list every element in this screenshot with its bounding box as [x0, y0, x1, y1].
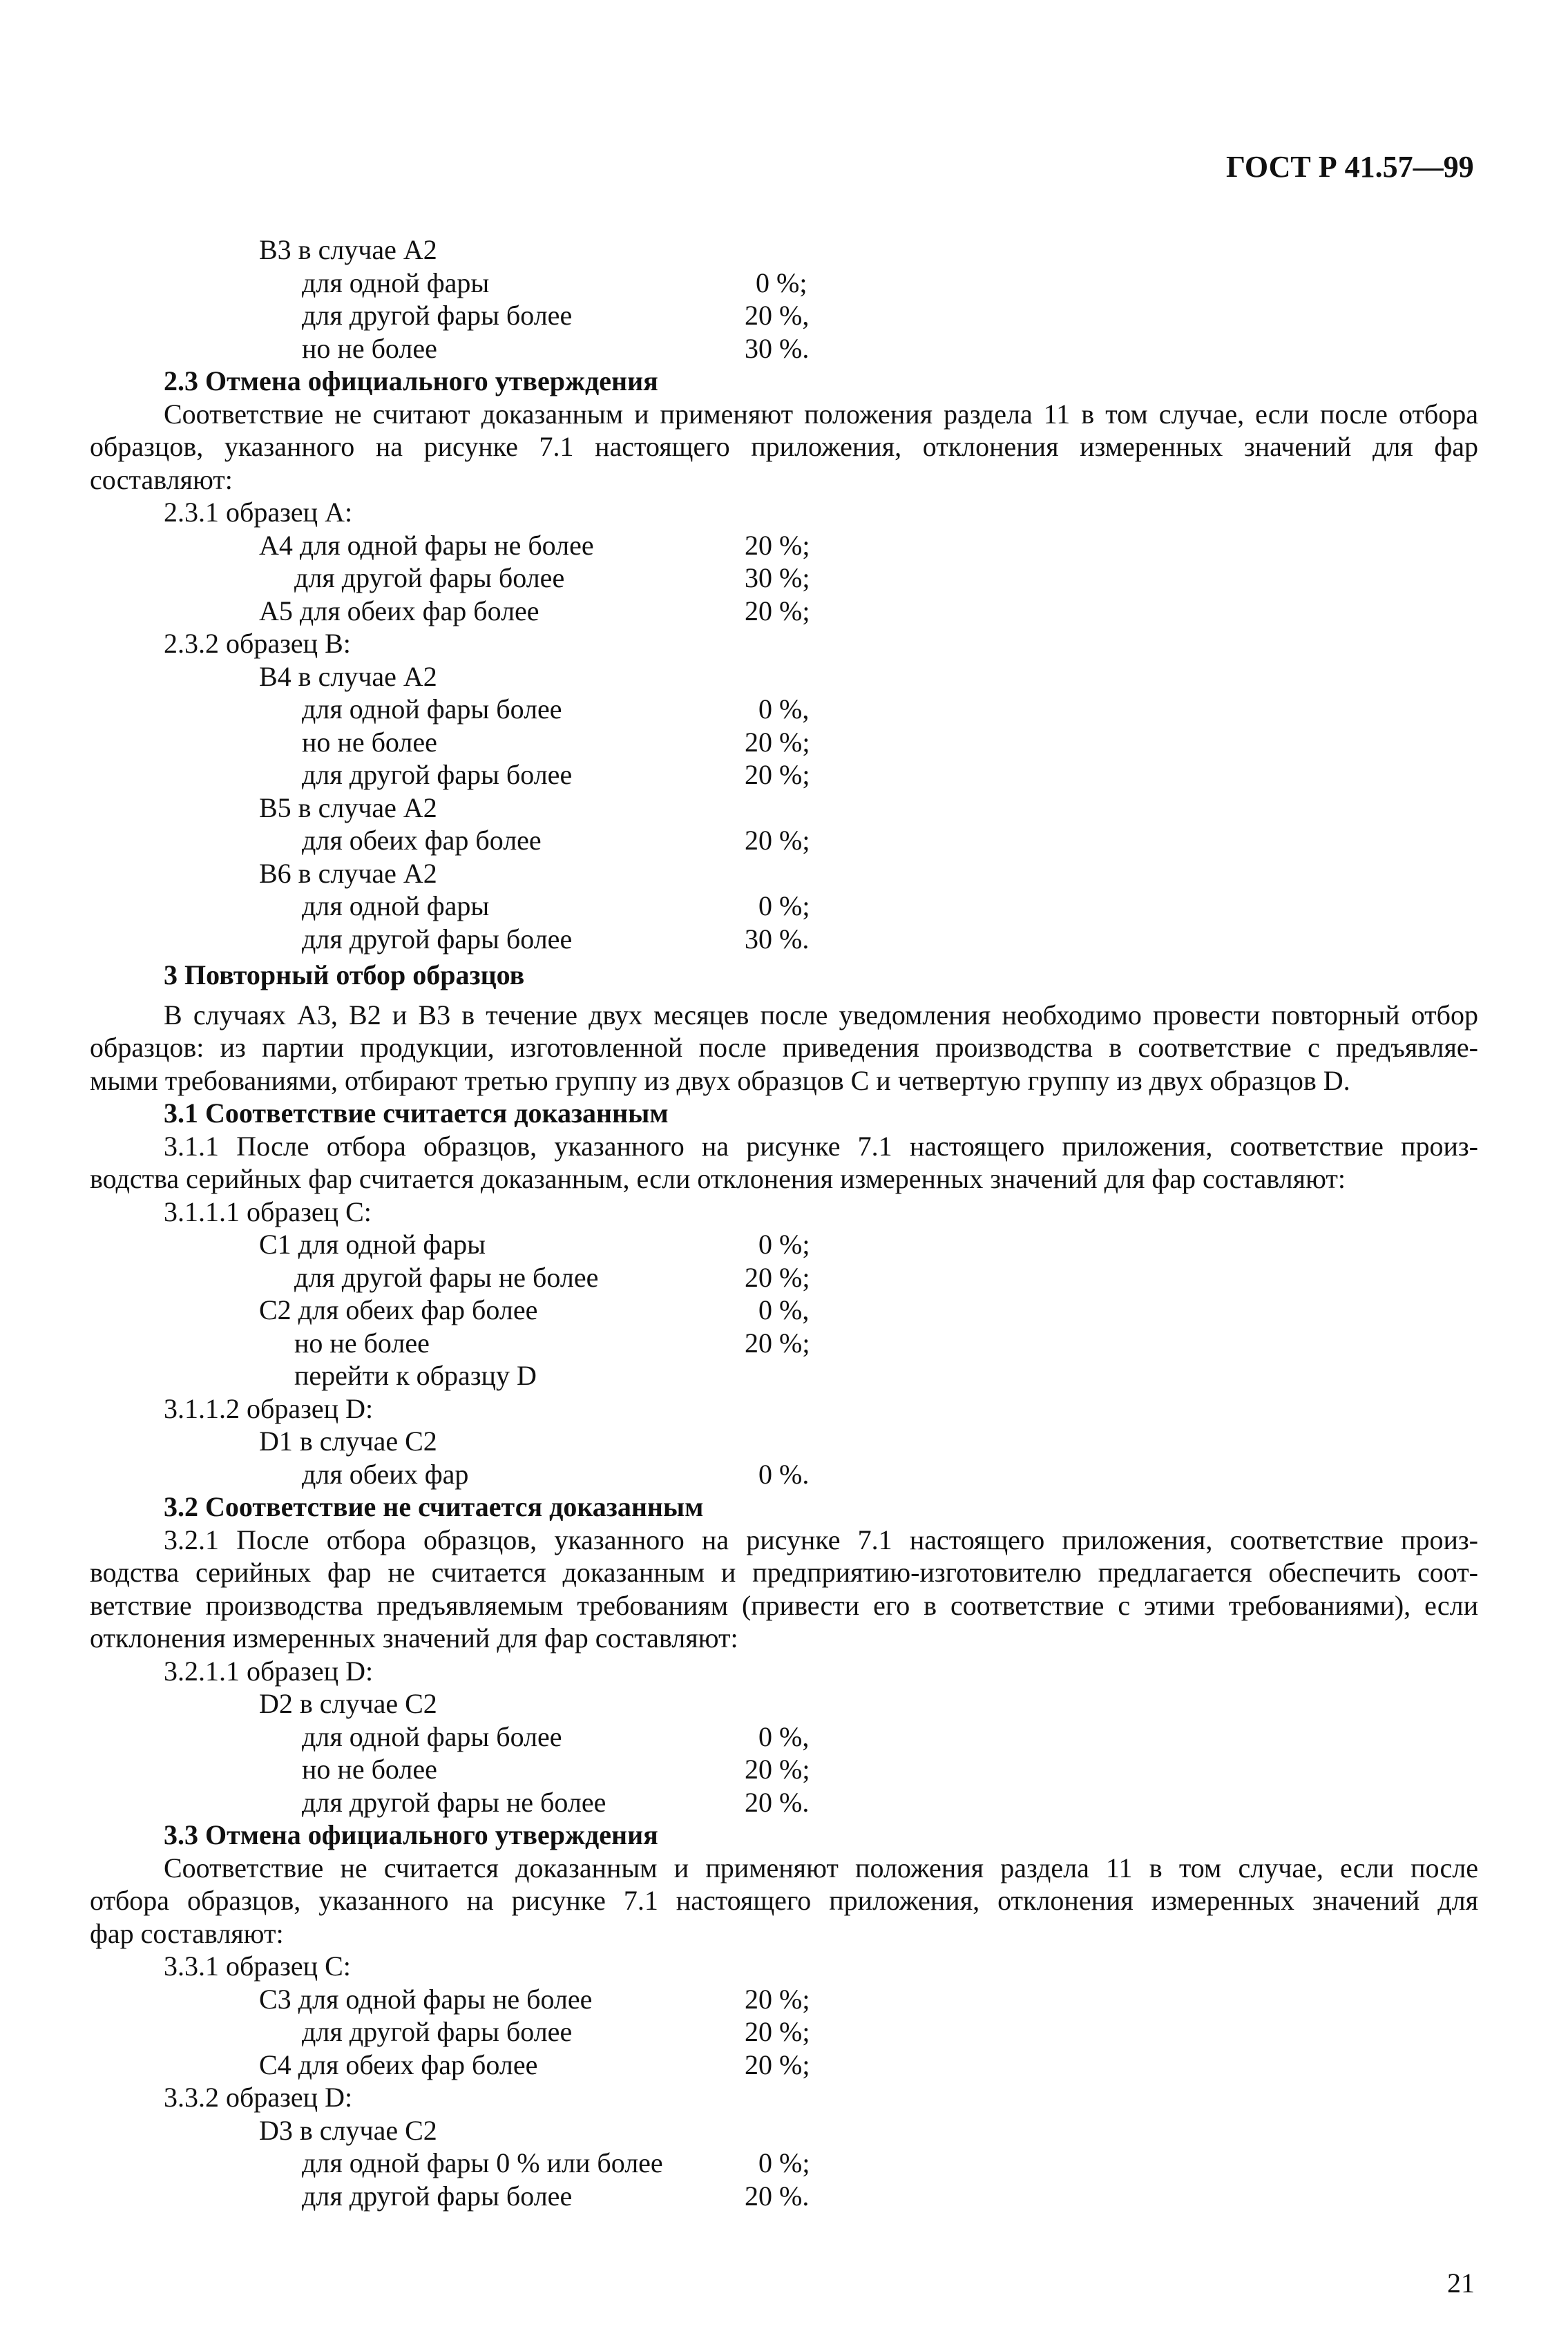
- case-b4-title: В4 в случае А2: [259, 661, 437, 692]
- subsection-3-2-1-1: 3.2.1.1 образец D:: [164, 1656, 374, 1687]
- row-label: А5 для обеих фар более: [259, 595, 539, 626]
- row-value: 30 %.: [745, 333, 810, 364]
- row-label: для одной фары более: [302, 1721, 562, 1752]
- row-value: 20 %;: [745, 759, 810, 790]
- row-label: для другой фары более: [302, 2180, 573, 2212]
- row-label: для другой фары более: [302, 923, 573, 955]
- row-label: но не более: [294, 1327, 430, 1359]
- section-heading-3: 3 Повторный отбор образцов: [164, 959, 525, 990]
- row-value: 20 %;: [745, 1754, 810, 1785]
- row-value: 20 %;: [745, 530, 810, 561]
- row-value: 0 %,: [758, 693, 810, 725]
- case-d3-title: D3 в случае С2: [259, 2115, 437, 2146]
- row-value: 20 %;: [745, 2016, 810, 2047]
- paragraph-line: В случаях А3, В2 и В3 в течение двух месяцев после уведомления необходимо провести повторный отбор: [164, 999, 1478, 1030]
- row-label: но не более: [302, 1754, 437, 1785]
- row-value: 20 %;: [745, 595, 810, 626]
- paragraph-line: водства серийных фар считается доказанным, если отклонения измеренных значений для фар составляют:: [90, 1163, 1346, 1194]
- row-label: для другой фары не более: [302, 1787, 606, 1818]
- section-heading-3-1: 3.1 Соответствие считается доказанным: [164, 1097, 669, 1129]
- row-value: 20 %;: [745, 2049, 810, 2080]
- row-label: С4 для обеих фар более: [259, 2049, 538, 2080]
- row-value: 0 %,: [758, 1721, 810, 1752]
- row-label: для обеих фар: [302, 1459, 469, 1490]
- paragraph-line: Соответствие не считается доказанным и применяют положения раздела 11 в том случае, если после: [164, 1852, 1478, 1883]
- paragraph-line: отбора образцов, указанного на рисунке 7.1 настоящего приложения, отклонения измеренных значений для: [90, 1885, 1478, 1916]
- paragraph-line: фар составляют:: [90, 1918, 284, 1949]
- row-value: 20 %;: [745, 1327, 810, 1359]
- row-value: 30 %;: [745, 562, 810, 593]
- subsection-3-3-2: 3.3.2 образец D:: [164, 2082, 353, 2113]
- row-label: для одной фары 0 % или более: [302, 2147, 663, 2178]
- row-value: 0 %;: [756, 267, 807, 298]
- page-number: 21: [1447, 2267, 1475, 2299]
- paragraph-line: отклонения измеренных значений для фар составляют:: [90, 1622, 738, 1653]
- case-d1-title: D1 в случае С2: [259, 1426, 437, 1457]
- row-label: для другой фары более: [294, 562, 565, 593]
- document-code-header: ГОСТ Р 41.57—99: [1226, 150, 1474, 184]
- row-label: перейти к образцу D: [294, 1360, 537, 1391]
- row-label: для другой фары не более: [294, 1262, 599, 1293]
- paragraph-line: образцов: из партии продукции, изготовленной после приведения производства в соответствие с предъявляе-: [90, 1032, 1478, 1063]
- case-b5-title: В5 в случае А2: [259, 792, 437, 823]
- subsection-2-3-2: 2.3.2 образец В:: [164, 628, 351, 659]
- section-heading-3-3: 3.3 Отмена официального утверждения: [164, 1819, 658, 1850]
- row-value: 20 %;: [745, 727, 810, 758]
- row-label: для одной фары более: [302, 693, 562, 725]
- row-label: для другой фары более: [302, 759, 573, 790]
- case-b6-title: В6 в случае А2: [259, 858, 437, 889]
- paragraph-line: 3.1.1 После отбора образцов, указанного на рисунке 7.1 настоящего приложения, соответствие произ-: [164, 1131, 1478, 1162]
- row-label: для одной фары: [302, 890, 490, 921]
- paragraph-line: водства серийных фар не считается доказанным и предприятию-изготовителю предлагается обеспечить соот-: [90, 1557, 1478, 1588]
- paragraph-line: составляют:: [90, 464, 233, 495]
- section-heading-2-3: 2.3 Отмена официального утверждения: [164, 365, 658, 396]
- paragraph-line: мыми требованиями, отбирают третью группу из двух образцов С и четвертую группу из двух образцов D.: [90, 1065, 1350, 1096]
- row-label: но не более: [302, 333, 437, 364]
- row-value: 20 %;: [745, 1262, 810, 1293]
- row-value: 30 %.: [745, 923, 810, 955]
- paragraph-line: ветствие производства предъявляемым требованиям (привести его в соответствие с этими требованиями), если: [90, 1590, 1478, 1621]
- row-label: С2 для обеих фар более: [259, 1294, 538, 1325]
- subsection-2-3-1: 2.3.1 образец А:: [164, 497, 353, 528]
- row-value: 20 %.: [745, 1787, 810, 1818]
- row-value: 0 %;: [758, 2147, 810, 2178]
- subsection-3-1-1-1: 3.1.1.1 образец С:: [164, 1196, 372, 1227]
- paragraph-line: образцов, указанного на рисунке 7.1 настоящего приложения, отклонения измеренных значений для фар: [90, 431, 1478, 462]
- row-value: 20 %;: [745, 1984, 810, 2015]
- row-value: 0 %.: [758, 1459, 810, 1490]
- subsection-3-3-1: 3.3.1 образец С:: [164, 1950, 351, 1982]
- row-value: 0 %;: [758, 1229, 810, 1260]
- row-value: 20 %;: [745, 825, 810, 856]
- row-label: для другой фары более: [302, 300, 573, 331]
- paragraph-line: 3.2.1 После отбора образцов, указанного на рисунке 7.1 настоящего приложения, соответствие произ-: [164, 1524, 1478, 1555]
- case-b3-title: В3 в случае А2: [259, 234, 437, 265]
- case-d2-title: D2 в случае С2: [259, 1688, 437, 1719]
- row-value: 0 %,: [758, 1294, 810, 1325]
- row-label: но не более: [302, 727, 437, 758]
- row-label: для другой фары более: [302, 2016, 573, 2047]
- row-value: 0 %;: [758, 890, 810, 921]
- row-label: С1 для одной фары: [259, 1229, 486, 1260]
- row-label: для обеих фар более: [302, 825, 542, 856]
- row-label: А4 для одной фары не более: [259, 530, 594, 561]
- row-value: 20 %.: [745, 2180, 810, 2212]
- row-label: для одной фары: [302, 267, 490, 298]
- section-heading-3-2: 3.2 Соответствие не считается доказанным: [164, 1491, 704, 1522]
- paragraph-line: Соответствие не считают доказанным и применяют положения раздела 11 в том случае, если после отбора: [164, 399, 1478, 430]
- row-label: С3 для одной фары не более: [259, 1984, 593, 2015]
- row-value: 20 %,: [745, 300, 810, 331]
- subsection-3-1-1-2: 3.1.1.2 образец D:: [164, 1393, 374, 1424]
